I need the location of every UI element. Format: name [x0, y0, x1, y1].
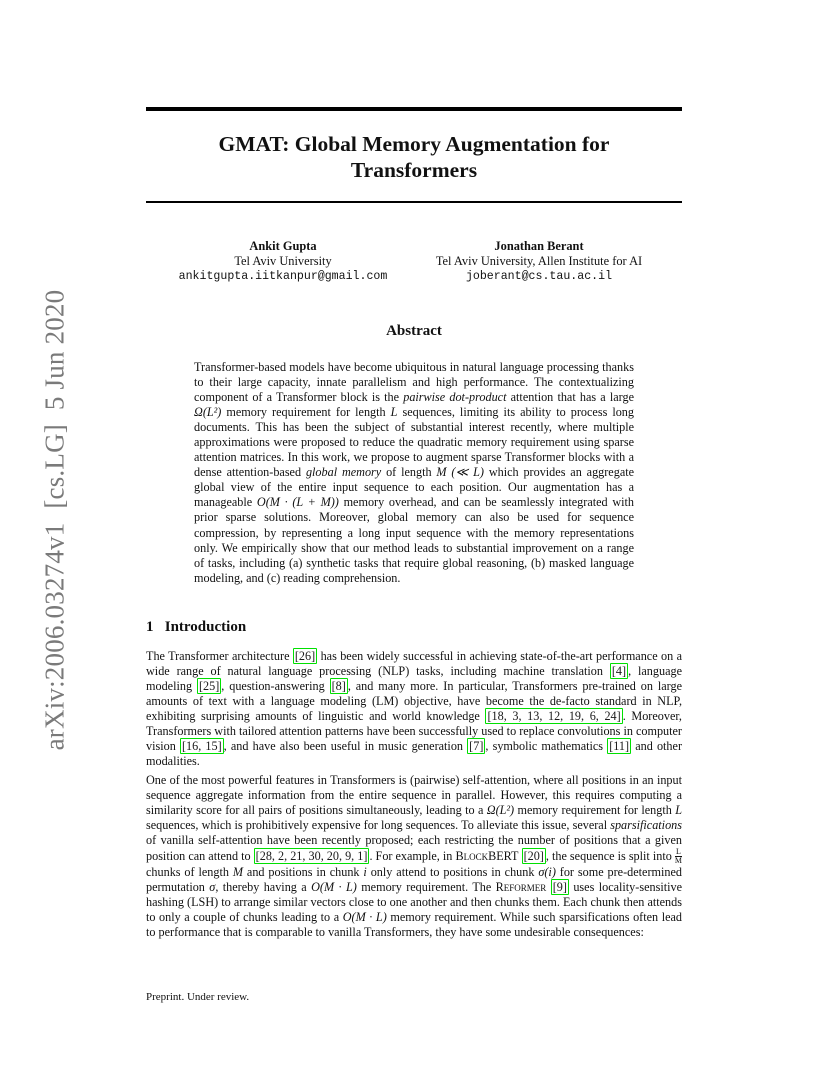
preprint-footer: Preprint. Under review. [146, 991, 250, 1003]
author-affiliation: Tel Aviv University [234, 254, 332, 268]
intro-paragraph-1: The Transformer architecture [26] has been widely successful in achieving state-of-the-art performance on a wide range of natural language processing (NLP) tasks, including machine translation [4] , language modeling [25] , question-answering [8] , and many more. In particular, Transformers pre-trained on large amounts of text with a language modeling (LM) objective, have become the de-facto standard in NLP, exhibiting surprising amounts of linguistic and world knowledge [18, 3, 13, 12, 19, 6, 24] . Moreover, Transformers with tailored attention patterns have been successfully used to replace convolutions in computer vision [16, 15] , and have also been useful in music generation [7] , symbolic mathematics [11] and other modalities. [146, 649, 682, 768]
section-heading-introduction [146, 618, 246, 636]
citation-link[interactable]: [26] [294, 649, 316, 663]
author-name: Jonathan Berant [494, 239, 584, 253]
section-number: 1 [146, 619, 154, 635]
author-email: joberant@cs.tau.ac.il [465, 270, 613, 283]
citation-link[interactable]: [9] [552, 879, 567, 894]
author-affiliation: Tel Aviv University, Allen Institute for AI [435, 254, 643, 268]
arxiv-side-identifier: arXiv:2006.03274v1 [cs.LG] 5 Jun 2020 [39, 289, 70, 751]
citation-link[interactable]: [7] [469, 738, 484, 753]
method-name: Reformer [495, 879, 547, 894]
title-bottom-rule [146, 201, 682, 203]
citation-link[interactable]: [25] [198, 678, 220, 693]
section-title: Introduction [164, 619, 247, 635]
author-email: ankitgupta.iitkanpur@gmail.com [178, 270, 388, 283]
citation-link[interactable]: [18, 3, 13, 12, 19, 6, 24] [487, 708, 621, 723]
citation-link[interactable]: [11] [609, 738, 630, 753]
title-line-1: GMAT: Global Memory Augmentation for [218, 132, 610, 156]
citation-link[interactable]: [20] [523, 848, 544, 863]
citation-link[interactable]: [28, 2, 21, 30, 20, 9, 1] [255, 848, 368, 863]
author-block-1 [160, 239, 406, 284]
citation-link[interactable]: [16, 15] [181, 738, 222, 753]
abstract-body: Transformer-based models have become ubiquitous in natural language processing thanks to their large capacity, innate parallelism and high performance. The contextualizing component of a Transformer block is the pairwise dot-product attention that has a large Ω(L²) memory requirement for length L sequences, limiting its ability to process long documents. This has been the subject of substantial interest recently, where multiple approximations were proposed to reduce the quadratic memory requirement using sparse attention matrices. In this work, we propose to augment sparse Transformer blocks with a dense attention-based global memory of length M (≪ L) which provides an aggregate global view of the entire input sequence to each position. Our augmentation has a manageable O(M · (L + M)) memory overhead, and can be seamlessly integrated with prior sparse solutions. Moreover, global memory can also be used for sequence compression, by representing a long input sequence with the memory representations only. We empirically show that our method leads to substantial improvement on a range of tasks, including (a) synthetic tasks that require global reasoning, (b) masked language modeling, and (c) reading comprehension. [194, 360, 635, 585]
citation-link[interactable]: [4] [611, 663, 627, 678]
method-name: BlockBERT [455, 848, 519, 863]
intro-paragraph-2: One of the most powerful features in Transformers is (pairwise) self-attention, where all positions in an input sequence aggregate information from the entire sequence in parallel. However, this requires computing a similarity score for all pairs of positions simultaneously, leading to a Ω(L²) memory requirement for length L sequences, which is prohibitively expensive for long sequences. To alleviate this issue, several sparsifications of vanilla self-attention have been recently proposed; each restricting the number of positions that a given position can attend to [28, 2, 21, 30, 20, 9, 1] . For example, in BlockBERT [20] , the sequence is split into $\frac{L}{M}$ chunks of length M and positions in chunk i only attend to positions in chunk σ(i) for some pre-determined permutation σ, thereby having a O(M · L) memory requirement. The Reformer [9] uses locality-sensitive hashing (LSH) to arrange similar vectors close to one another and then chunks them. Each chunk then attends to only a couple of chunks leading to a O(M · L) memory requirement. While such sparsifications often lead to performance that is comparable to vanilla Transformers, they have some undesirable consequences: [146, 773, 683, 939]
title-top-rule [146, 107, 682, 111]
title-line-2: Transformers [350, 158, 478, 182]
citation-link[interactable]: [8] [331, 678, 346, 693]
author-name: Ankit Gupta [249, 239, 317, 253]
author-block-2 [410, 239, 668, 284]
fraction-l-over-m: $\frac{L}{M}$ [674, 846, 683, 865]
abstract-heading: Abstract [386, 323, 442, 339]
paper-title [146, 131, 682, 183]
